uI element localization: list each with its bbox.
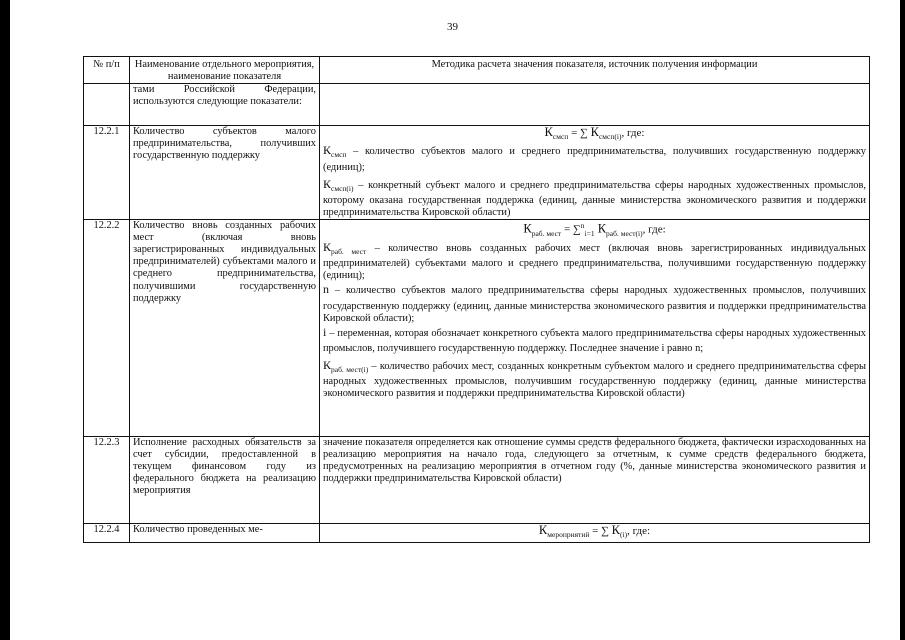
cell-method (320, 126, 870, 220)
table-row (84, 524, 870, 543)
cell-method (320, 220, 870, 437)
cell-name: Количество вновь созданных рабочих мест (включая вновь зарегистрированных индивидуальных предпринимателей) субъектами малого и среднего предпринимательства, получившими государственную поддержку (130, 220, 320, 437)
cell-number: 12.2.1 (84, 126, 130, 220)
cell-method (320, 84, 870, 126)
definition-item: $К_{раб. мест(i)}$ – количество рабочих мест, созданных конкретным субъектом малого и среднего предпринимательства сферы народных художественных промыслов, получившим государственную поддержку (единиц, данные министерства экономического развития и поддержки предпринимательства Кировской области) (323, 358, 866, 400)
table-row (84, 220, 870, 437)
page-number: 39 (447, 21, 458, 33)
scan-edge-left (0, 0, 10, 640)
cell-name: Количество субъектов малого предпринимательства, получивших государственную поддержку (130, 126, 320, 220)
cell-method: значение показателя определяется как отношение суммы средств федерального бюджета, фактически израсходованных на реализацию мероприятия на начало года, следующего за отчетным, к сумме средств федерального бюджета, предусмотренных на реализацию мероприятия в отчетном году (%, данные министерства экономического развития и поддержки предпринимательства Кировской области) (320, 437, 870, 524)
cell-number: 12.2.4 (84, 524, 130, 543)
header-name: Наименование отдельного мероприятия, наименование показателя (130, 57, 320, 84)
definition-item: n – количество субъектов малого предпринимательства сферы народных художественных промыслов, получивших государственную поддержку (единиц, данные министерства экономического развития и поддержки предпринимательства Кировской области); (323, 282, 866, 324)
table-row (84, 437, 870, 524)
cell-number: 12.2.3 (84, 437, 130, 524)
cell-name: тами Российской Федерации, используются следующие показатели: (130, 84, 320, 126)
definition-item: $К_{смсп}$ – количество субъектов малого и среднего предпринимательства, получивших государственную поддержку (единиц); (323, 143, 866, 173)
formula: $К_{смсп}$ = ∑ $К_{смсп(i)}$, где: (544, 125, 645, 142)
formula: $К_{мероприятий}$ = ∑ $К_{(i)}$, где: (538, 523, 651, 540)
cell-number (84, 84, 130, 126)
definition-item: $К_{раб. мест}$ – количество вновь созданных рабочих мест (включая вновь зарегистрированных индивидуальных предпринимателей) субъектами малого и среднего предпринимательства, получившими государственную поддержку (единиц); (323, 240, 866, 282)
indicator-table (83, 56, 870, 543)
formula: $К_{раб. мест} = \sum^n_{i=1}$ $К_{раб. мест(i)}$, где: (523, 221, 666, 238)
cell-method (320, 524, 870, 543)
table-header-row (84, 57, 870, 84)
table-row (84, 126, 870, 220)
header-method: Методика расчета значения показателя, источник получения информации (320, 57, 870, 84)
table-row-continuation (84, 84, 870, 126)
scan-edge-right (900, 0, 905, 640)
header-number: № п/п (84, 57, 130, 84)
definition-item: $К_{смсп(i)}$ – конкретный субъект малого и среднего предпринимательства сферы народных художественных промыслов, которому оказана государственная поддержка (единиц, данные министерства экономического развития и поддержки предпринимательства Кировской области) (323, 176, 866, 218)
definition-item: i – переменная, которая обозначает конкретного субъекта малого предпринимательства сферы народных художественных промыслов, получившего государственную поддержку. Последнее значение i равно n; (323, 324, 866, 354)
cell-name: Количество проведенных ме- (130, 524, 320, 543)
cell-number: 12.2.2 (84, 220, 130, 437)
cell-name: Исполнение расходных обязательств за счет субсидии, предоставленной в текущем финансовом году из федерального бюджета на реализацию мероприятия (130, 437, 320, 524)
